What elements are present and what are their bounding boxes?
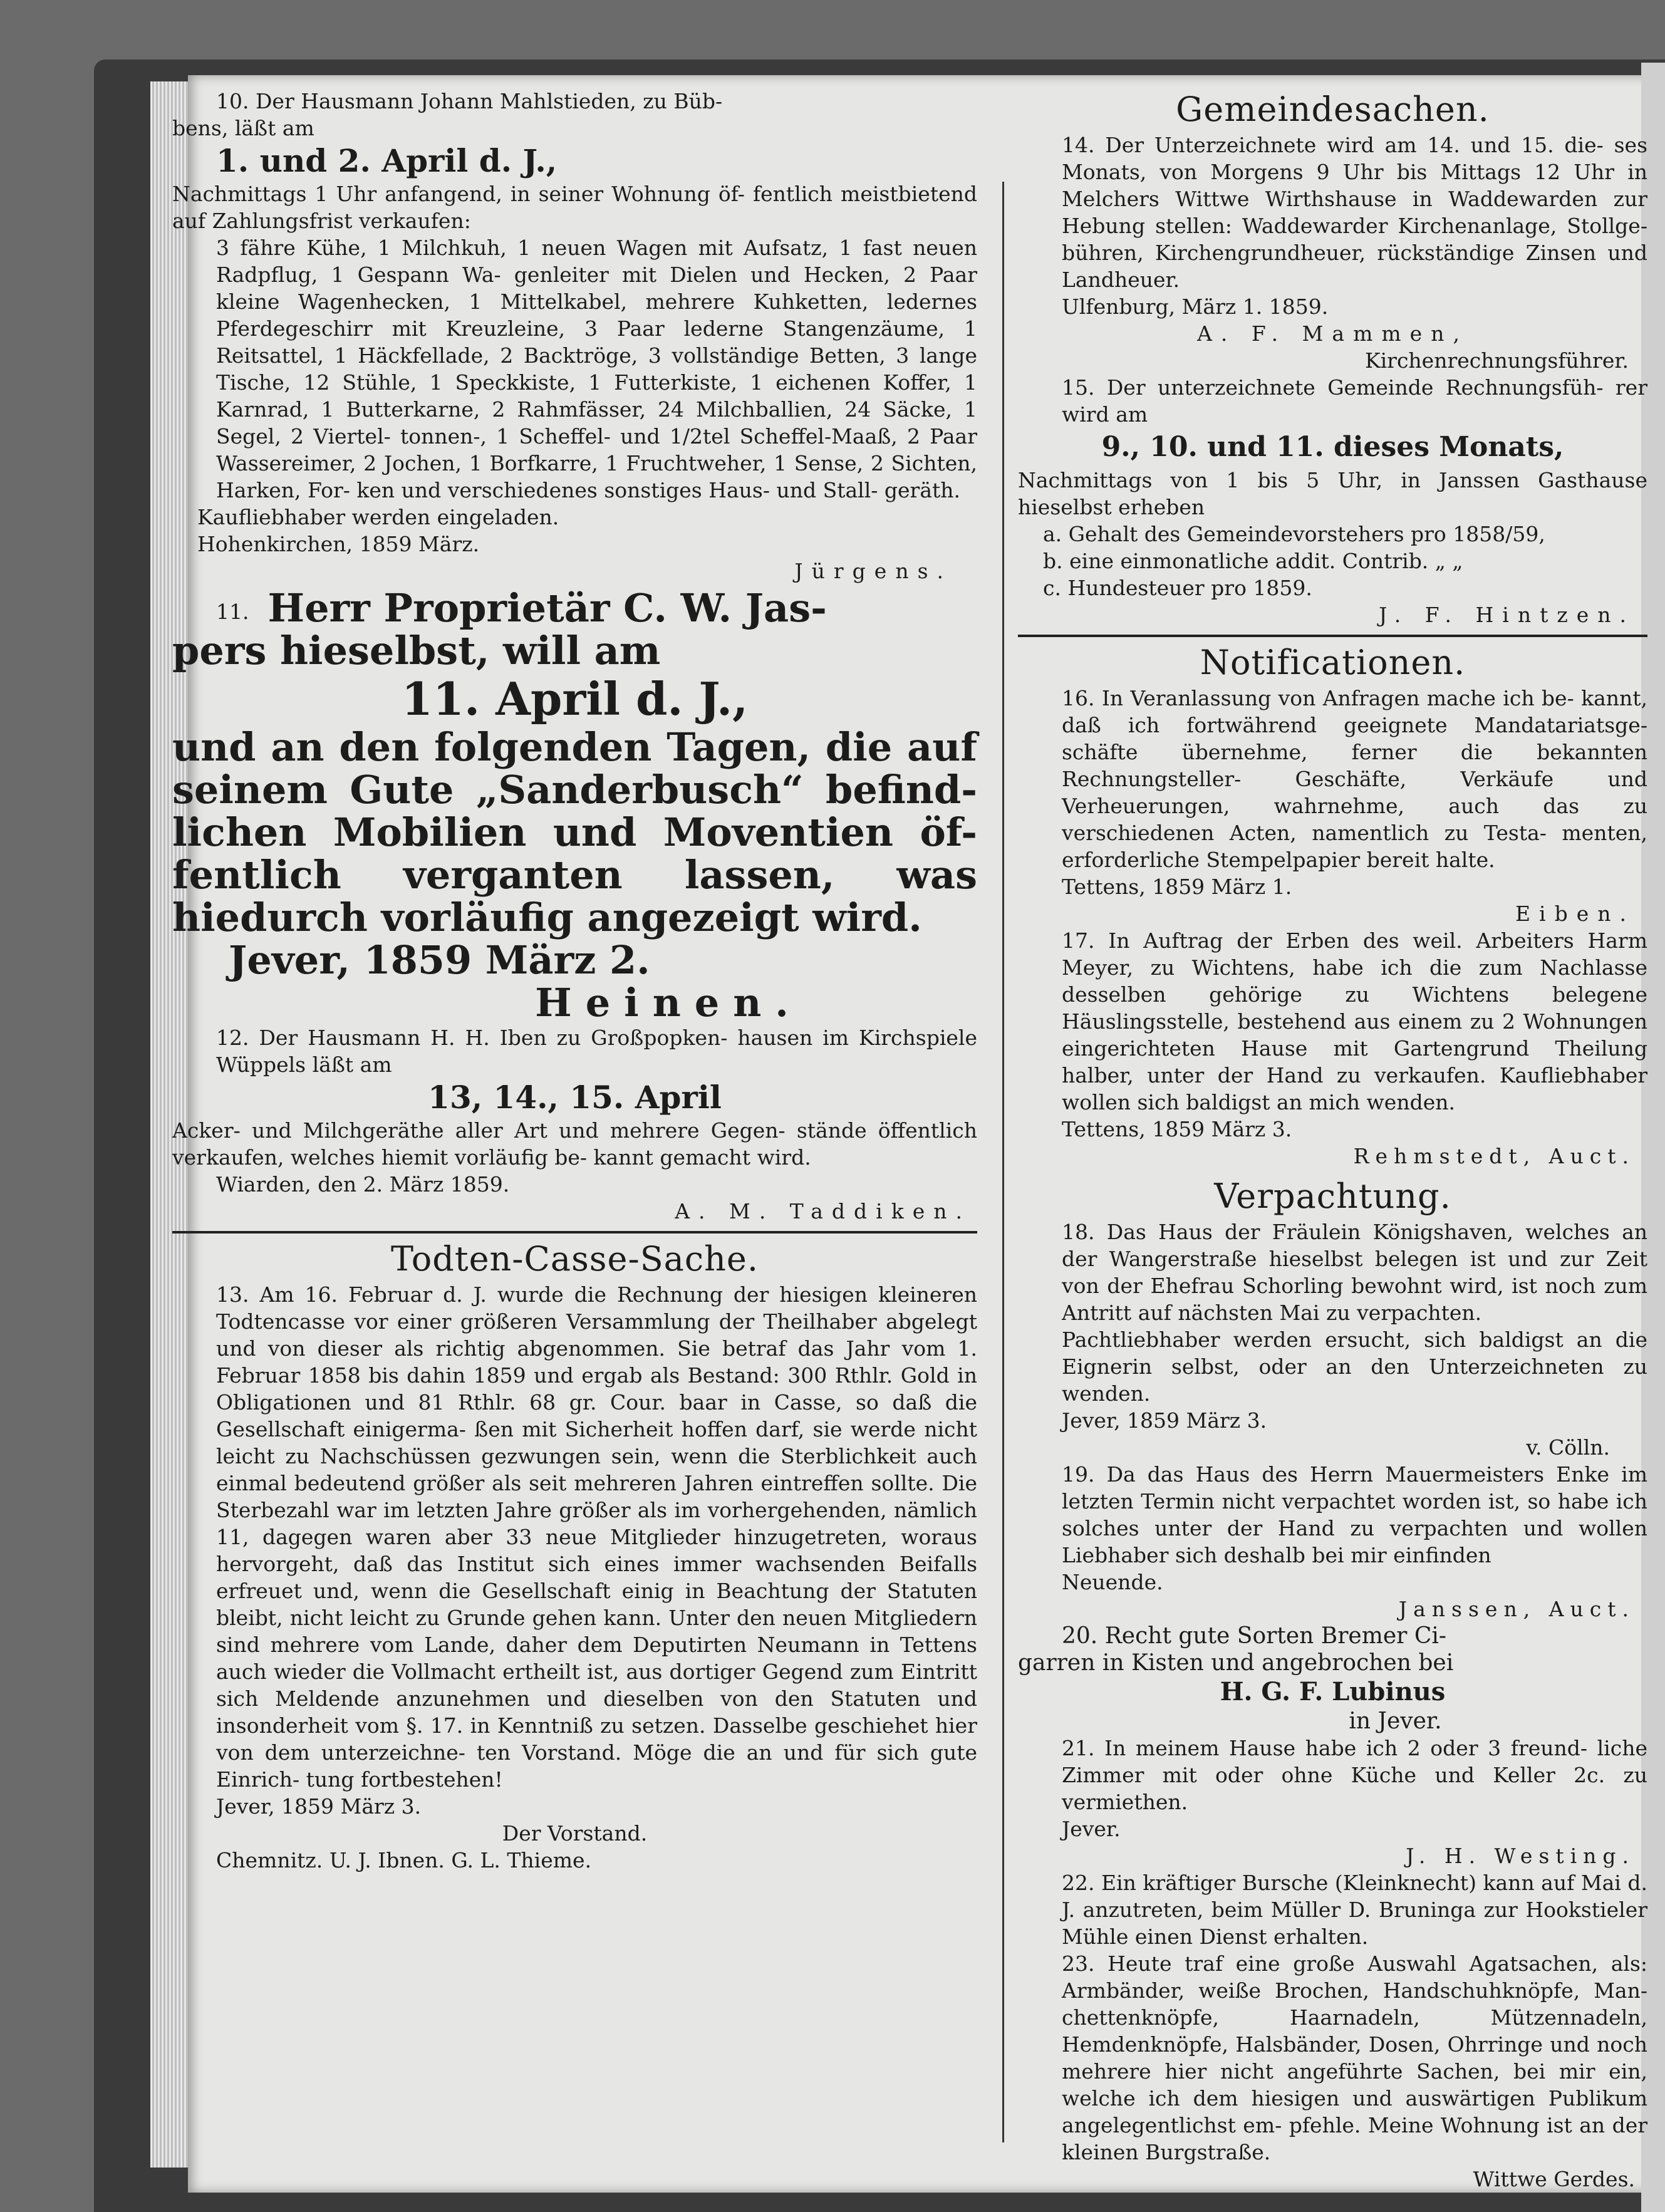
notice-11: [172, 587, 977, 1024]
section-rule: [1018, 635, 1647, 637]
notice-10-line1: 10. Der Hausmann Johann Mahlstieden, zu Büb-: [216, 89, 723, 113]
notice-17: [1018, 927, 1647, 1170]
notice-13-place: Jever, 1859 März 3.: [216, 1794, 422, 1819]
notice-20-name: H. G. F. Lubinus: [1220, 1677, 1446, 1706]
notice-23: [1018, 1950, 1647, 2193]
notice-11-line1: Herr Proprietär C. W. Jas-: [267, 585, 827, 631]
heading-gemeindesachen: Gemeindesachen.: [1176, 90, 1490, 129]
notice-12-date: 13, 14., 15. April: [428, 1079, 722, 1116]
section-rule: [172, 1231, 977, 1233]
notice-22-body: 22. Ein kräftiger Bursche (Kleinknecht) kann auf Mai d. J. anzutreten, beim Müller D. Bruninga zur Hookstieler Mühle einen Dienst erhalten.: [1062, 1871, 1647, 1949]
notice-13: [172, 1281, 977, 1874]
notice-14-place: Ulfenburg, März 1. 1859.: [1062, 294, 1329, 319]
notice-16-body: 16. In Veranlassung von Anfragen mache ich be- kannt, daß ich fortwährend geeignete Mandatariatsge- schäfte übernehme, ferner die bekannten Rechnungsteller- Geschäfte, Verkäufe und Verheuerungen, wahrnehme, auch das zu verschiedenen Acten, namentlich zu Testa- menten, erforderliche Stempelpapier bereit halte.: [1062, 686, 1647, 872]
notice-14-role: Kirchenrechnungsführer.: [1364, 348, 1629, 373]
notice-15-signature: J. F. Hintzen.: [1379, 603, 1635, 627]
notice-10-place: Hohenkirchen, 1859 März.: [197, 532, 480, 556]
notice-10-body: Nachmittags 1 Uhr anfangend, in seiner Wohnung öf- fentlich meistbietend auf Zahlungsfrist verkaufen:: [172, 182, 977, 233]
notice-10-date: 1. und 2. April d. J.,: [216, 142, 558, 179]
notice-10-items: 3 fähre Kühe, 1 Milchkuh, 1 neuen Wagen mit Aufsatz, 1 fast neuen Radpflug, 1 Gespann Wa- genleiter mit Dielen und Hecken, 2 Paar kleine Wagenhecken, 1 Mittelkabel, mehrere Kuhketten, ledernes Pferdegeschirr mit Kreuzleine, 3 Paar lederne Stangenzäume, 1 Reitsattel, 1 Häckfellade, 2 Backtröge, 3 vollständige Betten, 3 lange Tische, 12 Stühle, 1 Speckkiste, 1 Futterkiste, 1 eichenen Koffer, 1 Karnrad, 1 Butterkarne, 2 Rahmfässer, 24 Milchballien, 24 Säcke, 1 Segel, 2 Viertel- tonnen-, 1 Scheffel- und 1/2tel Scheffel-Maaß, 2 Paar Wassereimer, 2 Jochen, 1 Borfkarre, 1 Fruchtweher, 1 Sense, 2 Sichten, Harken, For- ken und verschiedenes sonstiges Haus- und Stall- geräth.: [216, 236, 977, 502]
notice-20-town: in Jever.: [1349, 1708, 1442, 1734]
notice-14-body: 14. Der Unterzeichnete wird am 14. und 15. die- ses Monats, von Morgens 9 Uhr bis Mittags 12 Uhr in Melchers Wittwe Wirthshause in Waddewarden zur Hebung stellen: Waddewarder Kirchenanlage, Stollge- bühren, Kirchengrundheuer, rückständige Zinsen und Landheuer.: [1062, 133, 1647, 292]
notice-15-item-a: a. Gehalt des Gemeindevorstehers pro 1858/59,: [1043, 522, 1545, 546]
notice-18-body: 18. Das Haus der Fräulein Königshaven, welches an der Wangerstraße hieselbst belegen ist und zur Zeit von der Ehefrau Schorling bewohnt wird, ist noch zum Antritt auf nächsten Mai zu verpachten.: [1062, 1220, 1647, 1325]
notice-18-place: Jever, 1859 März 3.: [1062, 1408, 1267, 1433]
notice-13-vorstand: Der Vorstand.: [502, 1821, 648, 1846]
notice-10: [172, 88, 977, 584]
notice-11-number: 11.: [216, 599, 249, 624]
notice-19-body: 19. Da das Haus des Herrn Mauermeisters Enke im letzten Termin nicht verpachtet worden ist, so habe ich solches unter der Hand zu verpachten und wollen Liebhaber sich deshalb bei mir einfinden: [1062, 1462, 1647, 1567]
heading-todten-casse: Todten-Casse-Sache.: [390, 1239, 759, 1279]
notice-22: [1018, 1869, 1647, 1950]
notice-12: [172, 1024, 977, 1225]
notice-19-place: Neuende.: [1062, 1570, 1163, 1594]
heading-verpachtung: Verpachtung.: [1214, 1176, 1451, 1216]
notice-14-signature: A. F. Mammen,: [1197, 321, 1468, 346]
notice-10-line2: bens, läßt am: [172, 116, 314, 140]
notice-20-line2: garren in Kisten und angebrochen bei: [1018, 1650, 1454, 1676]
notice-16: [1018, 685, 1647, 927]
notice-20-line1: 20. Recht gute Sorten Bremer Ci-: [1062, 1623, 1447, 1649]
notice-19-signature: Janssen, Auct.: [1398, 1597, 1635, 1621]
notice-13-names: Chemnitz. U. J. Ibnen. G. L. Thieme.: [216, 1848, 592, 1872]
notice-18-signature: v. Cölln.: [1526, 1435, 1610, 1460]
notice-15-date: 9., 10. und 11. dieses Monats,: [1101, 431, 1564, 463]
notice-11-signature: Heinen.: [535, 980, 802, 1026]
notice-23-body: 23. Heute traf eine große Auswahl Agatsachen, als: Armbänder, weiße Brochen, Handschuhknöpfe, Man- chettenknöpfe, Haarnadeln, Mützennadeln, Hemdenknöpfe, Halsbänder, Dosen, Ohrringe und noch mehrere hier nicht angeführte Sachen, bei mir ein, welche ich dem hiesigen und auswärtigen Publikum angelegentlichst em- pfehle. Meine Wohnung ist an der kleinen Burgstraße.: [1062, 1951, 1647, 2164]
notice-10-signature: Jürgens.: [794, 559, 952, 583]
notice-11-place: Jever, 1859 März 2.: [229, 937, 650, 983]
column-divider: [1002, 182, 1004, 2142]
notice-17-body: 17. In Auftrag der Erben des weil. Arbeiters Harm Meyer, zu Wichtens, habe ich die zum Nachlasse desselben gehörige zu Wichtens belegene Häuslingsstelle, bestehend aus einem zu 2 Wohnungen eingerichteten Hause mit Gartengrund Theilung halber, unter der Hand zu verkaufen. Kaufliebhaber wollen sich baldigst an mich wenden.: [1062, 928, 1647, 1114]
notice-10-invite: Kaufliebhaber werden eingeladen.: [197, 505, 559, 529]
notice-15-body: 15. Der unterzeichnete Gemeinde Rechnungsfüh- rer wird am: [1062, 375, 1647, 427]
notice-18: [1018, 1218, 1647, 1461]
notice-11-body: und an den folgenden Tagen, die auf seinem Gute „Sanderbusch“ befind- lichen Mobilien und Moventien öf- fentlich verganten lassen, was hiedurch vorläufig angezeigt wird.: [172, 724, 977, 940]
notice-12-signature: A. M. Taddiken.: [675, 1199, 971, 1223]
notice-11-line1-wrap: [172, 587, 977, 630]
notice-21: [1018, 1735, 1647, 1869]
notice-15-item-c: c. Hundesteuer pro 1859.: [1043, 576, 1312, 600]
notice-15-item-b: b. eine einmonatliche addit. Contrib. „ „: [1043, 549, 1463, 573]
left-column: [172, 88, 977, 2205]
notice-21-place: Jever.: [1062, 1817, 1121, 1841]
notice-17-signature: Rehmstedt, Auct.: [1353, 1144, 1635, 1168]
right-column: [1018, 88, 1647, 2205]
notice-15-body2: Nachmittags von 1 bis 5 Uhr, in Janssen Gasthause hieselbst erheben: [1018, 468, 1647, 519]
notice-13-body: 13. Am 16. Februar d. J. wurde die Rechnung der hiesigen kleineren Todtencasse vor einer größeren Versammlung der Theilhaber abgelegt und von dieser als richtig abgenommen. Sie betraf das Jahr vom 1. Februar 1858 bis dahin 1859 und ergab als Bestand: 300 Rthlr. Gold in Obligationen und 81 Rthlr. 68 gr. Cour. baar in Casse, so daß die Gesellschaft einigerma- ßen mit Sicherheit hoffen darf, sie werde nicht leicht zu Nachschüssen gezwungen sein, wenn die Sterblichkeit auch einmal bedeutend größer als seit mehreren Jahren eintreffen sollte. Die Sterbezahl war im letzten Jahre größer als im vorhergehenden, nämlich 11, dagegen waren aber 33 neue Mitglieder hinzugetreten, woraus hervorgeht, daß das Institut sich eines immer wachsenden Beifalls erfreuet und, wenn die Gesellschaft einig in Beachtung der Statuten bleibt, nicht leicht zu Grunde gehen kann. Unter den neuen Mitgliedern sind mehrere vom Lande, daher dem Deputirten Neumann in Tettens auch wieder die Vollmacht ertheilt ist, aus dortiger Gegend zum Eintritt sich Meldende anzunehmen und dieselben von den Statuten und insonderheit vom §. 17. in Kenntniß zu setzen. Dasselbe geschiehet hier von dem unterzeichne- ten Vorstand. Möge die an und für sich gute Einrich- tung fortbestehen!: [216, 1282, 977, 1792]
notice-21-body: 21. In meinem Hause habe ich 2 oder 3 freund- liche Zimmer mit oder ohne Küche und Keller 2c. zu vermiethen.: [1062, 1736, 1647, 1814]
notice-12-body2: Acker- und Milchgeräthe aller Art und mehrere Gegen- stände öffentlich verkaufen, welches hiemit vorläufig be- kannt gemacht wird.: [172, 1118, 977, 1170]
notice-12-body: 12. Der Hausmann H. H. Iben zu Großpopken- hausen im Kirchspiele Wüppels läßt am: [216, 1026, 977, 1077]
notice-12-place: Wiarden, den 2. März 1859.: [216, 1172, 510, 1197]
notice-19: [1018, 1461, 1647, 1623]
notice-11-line2: pers hieselbst, will am: [172, 628, 661, 673]
notice-21-signature: J. H. Westing.: [1406, 1844, 1635, 1868]
notice-16-place: Tettens, 1859 März 1.: [1062, 875, 1292, 899]
notice-14: [1018, 132, 1647, 374]
notice-15: [1018, 374, 1647, 628]
notice-23-signature: Wittwe Gerdes.: [1473, 2167, 1635, 2191]
heading-notificationen: Notificationen.: [1200, 643, 1466, 682]
notice-20: [1018, 1623, 1647, 1735]
notice-16-signature: Eiben.: [1515, 901, 1635, 926]
notice-11-date: 11. April d. J.,: [401, 672, 749, 725]
notice-17-place: Tettens, 1859 März 3.: [1062, 1117, 1292, 1141]
notice-18-body2: Pachtliebhaber werden ersucht, sich baldigst an die Eignerin selbst, oder an den Unterzeichneten zu wenden.: [1062, 1327, 1647, 1406]
